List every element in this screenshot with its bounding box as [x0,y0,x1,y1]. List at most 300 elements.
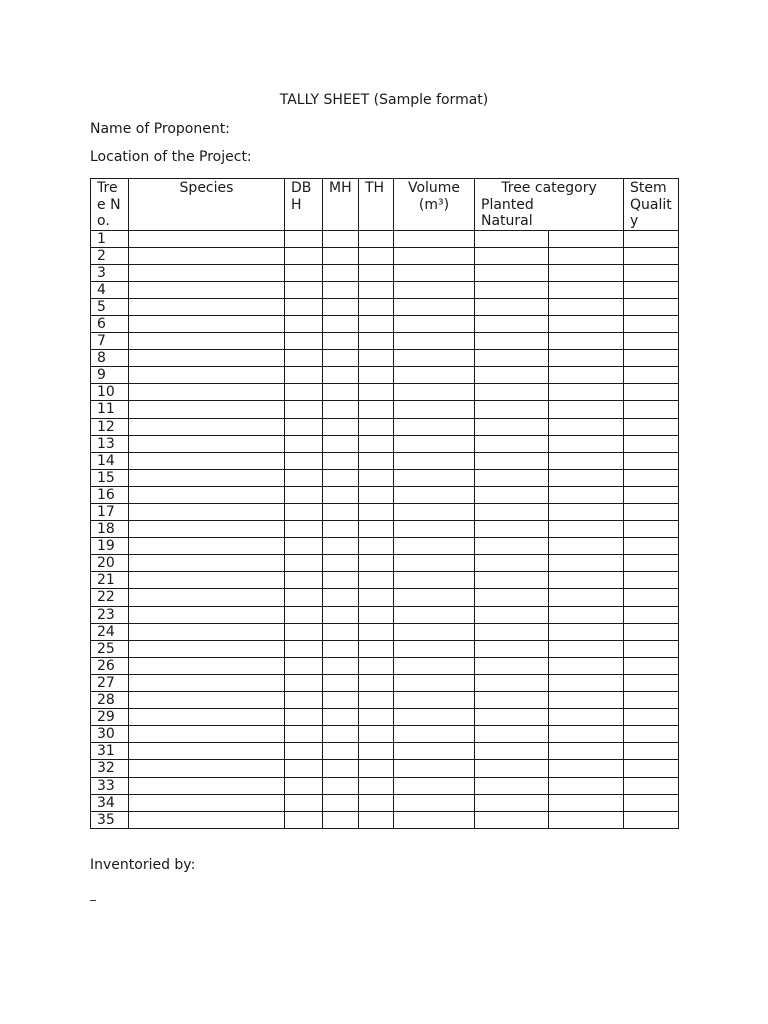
volume-cell[interactable] [394,811,475,828]
planted-cell[interactable] [475,247,549,264]
planted-cell[interactable] [475,640,549,657]
mh-cell[interactable] [323,760,359,777]
planted-cell[interactable] [475,623,549,640]
species-cell[interactable] [129,811,285,828]
natural-cell[interactable] [549,777,624,794]
th-cell[interactable] [359,281,394,298]
natural-cell[interactable] [549,521,624,538]
natural-cell[interactable] [549,230,624,247]
th-cell[interactable] [359,726,394,743]
natural-cell[interactable] [549,504,624,521]
planted-cell[interactable] [475,298,549,315]
mh-cell[interactable] [323,469,359,486]
dbh-cell[interactable] [285,384,323,401]
mh-cell[interactable] [323,521,359,538]
th-cell[interactable] [359,435,394,452]
mh-cell[interactable] [323,367,359,384]
stem-quality-cell[interactable] [624,281,679,298]
dbh-cell[interactable] [285,777,323,794]
planted-cell[interactable] [475,538,549,555]
stem-quality-cell[interactable] [624,674,679,691]
volume-cell[interactable] [394,469,475,486]
tree-number-cell: 12 [91,418,129,435]
species-cell[interactable] [129,794,285,811]
volume-cell[interactable] [394,726,475,743]
mh-cell[interactable] [323,572,359,589]
th-cell[interactable] [359,298,394,315]
natural-cell[interactable] [549,486,624,503]
volume-cell[interactable] [394,315,475,332]
planted-cell[interactable] [475,606,549,623]
planted-cell[interactable] [475,333,549,350]
natural-cell[interactable] [549,640,624,657]
dbh-cell[interactable] [285,811,323,828]
natural-cell[interactable] [549,452,624,469]
natural-cell[interactable] [549,555,624,572]
th-cell[interactable] [359,247,394,264]
planted-cell[interactable] [475,264,549,281]
mh-cell[interactable] [323,298,359,315]
volume-cell[interactable] [394,418,475,435]
species-cell[interactable] [129,469,285,486]
mh-cell[interactable] [323,606,359,623]
species-cell[interactable] [129,572,285,589]
planted-cell[interactable] [475,674,549,691]
species-cell[interactable] [129,435,285,452]
th-cell[interactable] [359,709,394,726]
dbh-cell[interactable] [285,469,323,486]
natural-cell[interactable] [549,709,624,726]
mh-cell[interactable] [323,555,359,572]
dbh-cell[interactable] [285,230,323,247]
species-cell[interactable] [129,657,285,674]
stem-quality-cell[interactable] [624,657,679,674]
mh-cell[interactable] [323,452,359,469]
species-cell[interactable] [129,350,285,367]
natural-cell[interactable] [549,333,624,350]
species-cell[interactable] [129,230,285,247]
stem-quality-cell[interactable] [624,572,679,589]
stem-quality-cell[interactable] [624,743,679,760]
species-cell[interactable] [129,555,285,572]
dbh-cell[interactable] [285,486,323,503]
natural-cell[interactable] [549,589,624,606]
tree-number-cell: 9 [91,367,129,384]
natural-cell[interactable] [549,726,624,743]
species-cell[interactable] [129,674,285,691]
stem-quality-cell[interactable] [624,350,679,367]
species-cell[interactable] [129,504,285,521]
th-cell[interactable] [359,760,394,777]
planted-cell[interactable] [475,281,549,298]
th-cell[interactable] [359,640,394,657]
th-cell[interactable] [359,230,394,247]
species-cell[interactable] [129,264,285,281]
volume-cell[interactable] [394,230,475,247]
mh-cell[interactable] [323,657,359,674]
stem-quality-cell[interactable] [624,452,679,469]
stem-quality-cell[interactable] [624,298,679,315]
volume-cell[interactable] [394,760,475,777]
dbh-cell[interactable] [285,504,323,521]
mh-cell[interactable] [323,692,359,709]
volume-cell[interactable] [394,572,475,589]
table-row [91,674,679,691]
stem-quality-cell[interactable] [624,726,679,743]
mh-cell[interactable] [323,264,359,281]
volume-cell[interactable] [394,674,475,691]
natural-cell[interactable] [549,418,624,435]
dbh-cell[interactable] [285,281,323,298]
planted-cell[interactable] [475,504,549,521]
species-cell[interactable] [129,589,285,606]
planted-cell[interactable] [475,692,549,709]
dbh-cell[interactable] [285,350,323,367]
mh-cell[interactable] [323,709,359,726]
planted-cell[interactable] [475,726,549,743]
volume-cell[interactable] [394,743,475,760]
mh-cell[interactable] [323,281,359,298]
dbh-cell[interactable] [285,760,323,777]
natural-cell[interactable] [549,315,624,332]
dbh-cell[interactable] [285,315,323,332]
volume-cell[interactable] [394,709,475,726]
tree-number-cell: 5 [91,298,129,315]
natural-cell[interactable] [549,469,624,486]
mh-cell[interactable] [323,640,359,657]
mh-cell[interactable] [323,623,359,640]
th-cell[interactable] [359,367,394,384]
dbh-cell[interactable] [285,589,323,606]
volume-cell[interactable] [394,247,475,264]
dbh-cell[interactable] [285,555,323,572]
planted-cell[interactable] [475,350,549,367]
stem-quality-cell[interactable] [624,521,679,538]
table-row [91,640,679,657]
volume-cell[interactable] [394,367,475,384]
natural-cell[interactable] [549,760,624,777]
dbh-cell[interactable] [285,298,323,315]
th-cell[interactable] [359,401,394,418]
table-row [91,230,679,247]
volume-cell[interactable] [394,521,475,538]
th-cell[interactable] [359,657,394,674]
natural-cell[interactable] [549,606,624,623]
species-cell[interactable] [129,418,285,435]
volume-cell[interactable] [394,657,475,674]
mh-cell[interactable] [323,674,359,691]
th-cell[interactable] [359,606,394,623]
volume-cell[interactable] [394,692,475,709]
header-stem-quality: Stem Quality [624,179,679,231]
dbh-cell[interactable] [285,418,323,435]
volume-cell[interactable] [394,384,475,401]
volume-cell[interactable] [394,794,475,811]
stem-quality-cell[interactable] [624,230,679,247]
mh-cell[interactable] [323,504,359,521]
planted-cell[interactable] [475,486,549,503]
volume-cell[interactable] [394,623,475,640]
stem-quality-cell[interactable] [624,247,679,264]
dbh-cell[interactable] [285,623,323,640]
dbh-cell[interactable] [285,640,323,657]
natural-cell[interactable] [549,264,624,281]
th-cell[interactable] [359,743,394,760]
volume-cell[interactable] [394,606,475,623]
th-cell[interactable] [359,504,394,521]
species-cell[interactable] [129,247,285,264]
mh-cell[interactable] [323,589,359,606]
planted-cell[interactable] [475,401,549,418]
volume-cell[interactable] [394,777,475,794]
th-cell[interactable] [359,521,394,538]
tally-body [91,230,679,828]
stem-quality-cell[interactable] [624,692,679,709]
planted-cell[interactable] [475,452,549,469]
table-row [91,367,679,384]
th-cell[interactable] [359,555,394,572]
natural-cell[interactable] [549,384,624,401]
planted-cell[interactable] [475,777,549,794]
volume-cell[interactable] [394,640,475,657]
planted-cell[interactable] [475,811,549,828]
dbh-cell[interactable] [285,709,323,726]
stem-quality-cell[interactable] [624,777,679,794]
mh-cell[interactable] [323,315,359,332]
mh-cell[interactable] [323,230,359,247]
dbh-cell[interactable] [285,333,323,350]
volume-cell[interactable] [394,350,475,367]
planted-cell[interactable] [475,418,549,435]
mh-cell[interactable] [323,418,359,435]
dbh-cell[interactable] [285,657,323,674]
natural-cell[interactable] [549,350,624,367]
mh-cell[interactable] [323,401,359,418]
th-cell[interactable] [359,623,394,640]
volume-cell[interactable] [394,298,475,315]
volume-cell[interactable] [394,589,475,606]
header-mh: MH [323,179,359,231]
species-cell[interactable] [129,538,285,555]
species-cell[interactable] [129,709,285,726]
proponent-label: Name of Proponent: [90,121,230,137]
dbh-cell[interactable] [285,538,323,555]
th-cell[interactable] [359,572,394,589]
tree-number-cell: 27 [91,674,129,691]
mh-cell[interactable] [323,333,359,350]
dbh-cell[interactable] [285,264,323,281]
mh-cell[interactable] [323,794,359,811]
dbh-cell[interactable] [285,674,323,691]
dbh-cell[interactable] [285,606,323,623]
natural-cell[interactable] [549,247,624,264]
planted-cell[interactable] [475,315,549,332]
mh-cell[interactable] [323,726,359,743]
table-row [91,743,679,760]
species-cell[interactable] [129,401,285,418]
planted-cell[interactable] [475,384,549,401]
tree-number-cell: 31 [91,743,129,760]
th-cell[interactable] [359,674,394,691]
species-cell[interactable] [129,623,285,640]
planted-cell[interactable] [475,709,549,726]
stem-quality-cell[interactable] [624,401,679,418]
mh-cell[interactable] [323,350,359,367]
th-cell[interactable] [359,692,394,709]
planted-cell[interactable] [475,572,549,589]
dbh-cell[interactable] [285,452,323,469]
stem-quality-cell[interactable] [624,418,679,435]
natural-cell[interactable] [549,794,624,811]
dbh-cell[interactable] [285,794,323,811]
natural-cell[interactable] [549,538,624,555]
stem-quality-cell[interactable] [624,794,679,811]
stem-quality-cell[interactable] [624,709,679,726]
natural-cell[interactable] [549,674,624,691]
stem-quality-cell[interactable] [624,469,679,486]
species-cell[interactable] [129,760,285,777]
stem-quality-cell[interactable] [624,333,679,350]
species-cell[interactable] [129,726,285,743]
dbh-cell[interactable] [285,572,323,589]
stem-quality-cell[interactable] [624,504,679,521]
th-cell[interactable] [359,486,394,503]
stem-quality-cell[interactable] [624,264,679,281]
dbh-cell[interactable] [285,367,323,384]
th-cell[interactable] [359,315,394,332]
page-title: TALLY SHEET (Sample format) [279,92,489,108]
natural-cell[interactable] [549,281,624,298]
natural-cell[interactable] [549,367,624,384]
planted-cell[interactable] [475,555,549,572]
planted-cell[interactable] [475,435,549,452]
th-cell[interactable] [359,538,394,555]
mh-cell[interactable] [323,777,359,794]
planted-cell[interactable] [475,469,549,486]
volume-cell[interactable] [394,333,475,350]
natural-cell[interactable] [549,657,624,674]
natural-cell[interactable] [549,572,624,589]
mh-cell[interactable] [323,247,359,264]
planted-cell[interactable] [475,589,549,606]
natural-cell[interactable] [549,623,624,640]
dbh-cell[interactable] [285,521,323,538]
species-cell[interactable] [129,298,285,315]
th-cell[interactable] [359,384,394,401]
stem-quality-cell[interactable] [624,623,679,640]
stem-quality-cell[interactable] [624,384,679,401]
species-cell[interactable] [129,743,285,760]
volume-cell[interactable] [394,281,475,298]
species-cell[interactable] [129,367,285,384]
volume-cell[interactable] [394,401,475,418]
planted-cell[interactable] [475,521,549,538]
th-cell[interactable] [359,264,394,281]
dbh-cell[interactable] [285,435,323,452]
location-label: Location of the Project: [90,149,252,165]
mh-cell[interactable] [323,538,359,555]
stem-quality-cell[interactable] [624,486,679,503]
th-cell[interactable] [359,589,394,606]
natural-cell[interactable] [549,692,624,709]
stem-quality-cell[interactable] [624,589,679,606]
species-cell[interactable] [129,486,285,503]
mh-cell[interactable] [323,486,359,503]
natural-cell[interactable] [549,435,624,452]
dbh-cell[interactable] [285,401,323,418]
tree-number-cell: 23 [91,606,129,623]
th-cell[interactable] [359,333,394,350]
planted-cell[interactable] [475,743,549,760]
species-cell[interactable] [129,452,285,469]
tree-number-cell: 32 [91,760,129,777]
dbh-cell[interactable] [285,726,323,743]
planted-cell[interactable] [475,230,549,247]
species-cell[interactable] [129,640,285,657]
th-cell[interactable] [359,452,394,469]
mh-cell[interactable] [323,743,359,760]
volume-cell[interactable] [394,486,475,503]
table-row [91,350,679,367]
stem-quality-cell[interactable] [624,555,679,572]
volume-cell[interactable] [394,452,475,469]
species-cell[interactable] [129,692,285,709]
mh-cell[interactable] [323,811,359,828]
stem-quality-cell[interactable] [624,760,679,777]
th-cell[interactable] [359,350,394,367]
stem-quality-cell[interactable] [624,640,679,657]
natural-cell[interactable] [549,743,624,760]
th-cell[interactable] [359,777,394,794]
volume-cell[interactable] [394,435,475,452]
planted-cell[interactable] [475,760,549,777]
stem-quality-cell[interactable] [624,811,679,828]
natural-cell[interactable] [549,811,624,828]
species-cell[interactable] [129,281,285,298]
natural-cell[interactable] [549,298,624,315]
th-cell[interactable] [359,794,394,811]
mh-cell[interactable] [323,384,359,401]
stem-quality-cell[interactable] [624,435,679,452]
planted-cell[interactable] [475,367,549,384]
volume-cell[interactable] [394,555,475,572]
stem-quality-cell[interactable] [624,367,679,384]
dbh-cell[interactable] [285,692,323,709]
mh-cell[interactable] [323,435,359,452]
species-cell[interactable] [129,521,285,538]
table-row [91,452,679,469]
natural-cell[interactable] [549,401,624,418]
species-cell[interactable] [129,315,285,332]
planted-cell[interactable] [475,794,549,811]
dbh-cell[interactable] [285,743,323,760]
th-cell[interactable] [359,811,394,828]
species-cell[interactable] [129,384,285,401]
volume-cell[interactable] [394,264,475,281]
species-cell[interactable] [129,333,285,350]
stem-quality-cell[interactable] [624,606,679,623]
stem-quality-cell[interactable] [624,315,679,332]
planted-cell[interactable] [475,657,549,674]
volume-cell[interactable] [394,504,475,521]
th-cell[interactable] [359,469,394,486]
species-cell[interactable] [129,777,285,794]
stem-quality-cell[interactable] [624,538,679,555]
th-cell[interactable] [359,418,394,435]
volume-cell[interactable] [394,538,475,555]
species-cell[interactable] [129,606,285,623]
dbh-cell[interactable] [285,247,323,264]
